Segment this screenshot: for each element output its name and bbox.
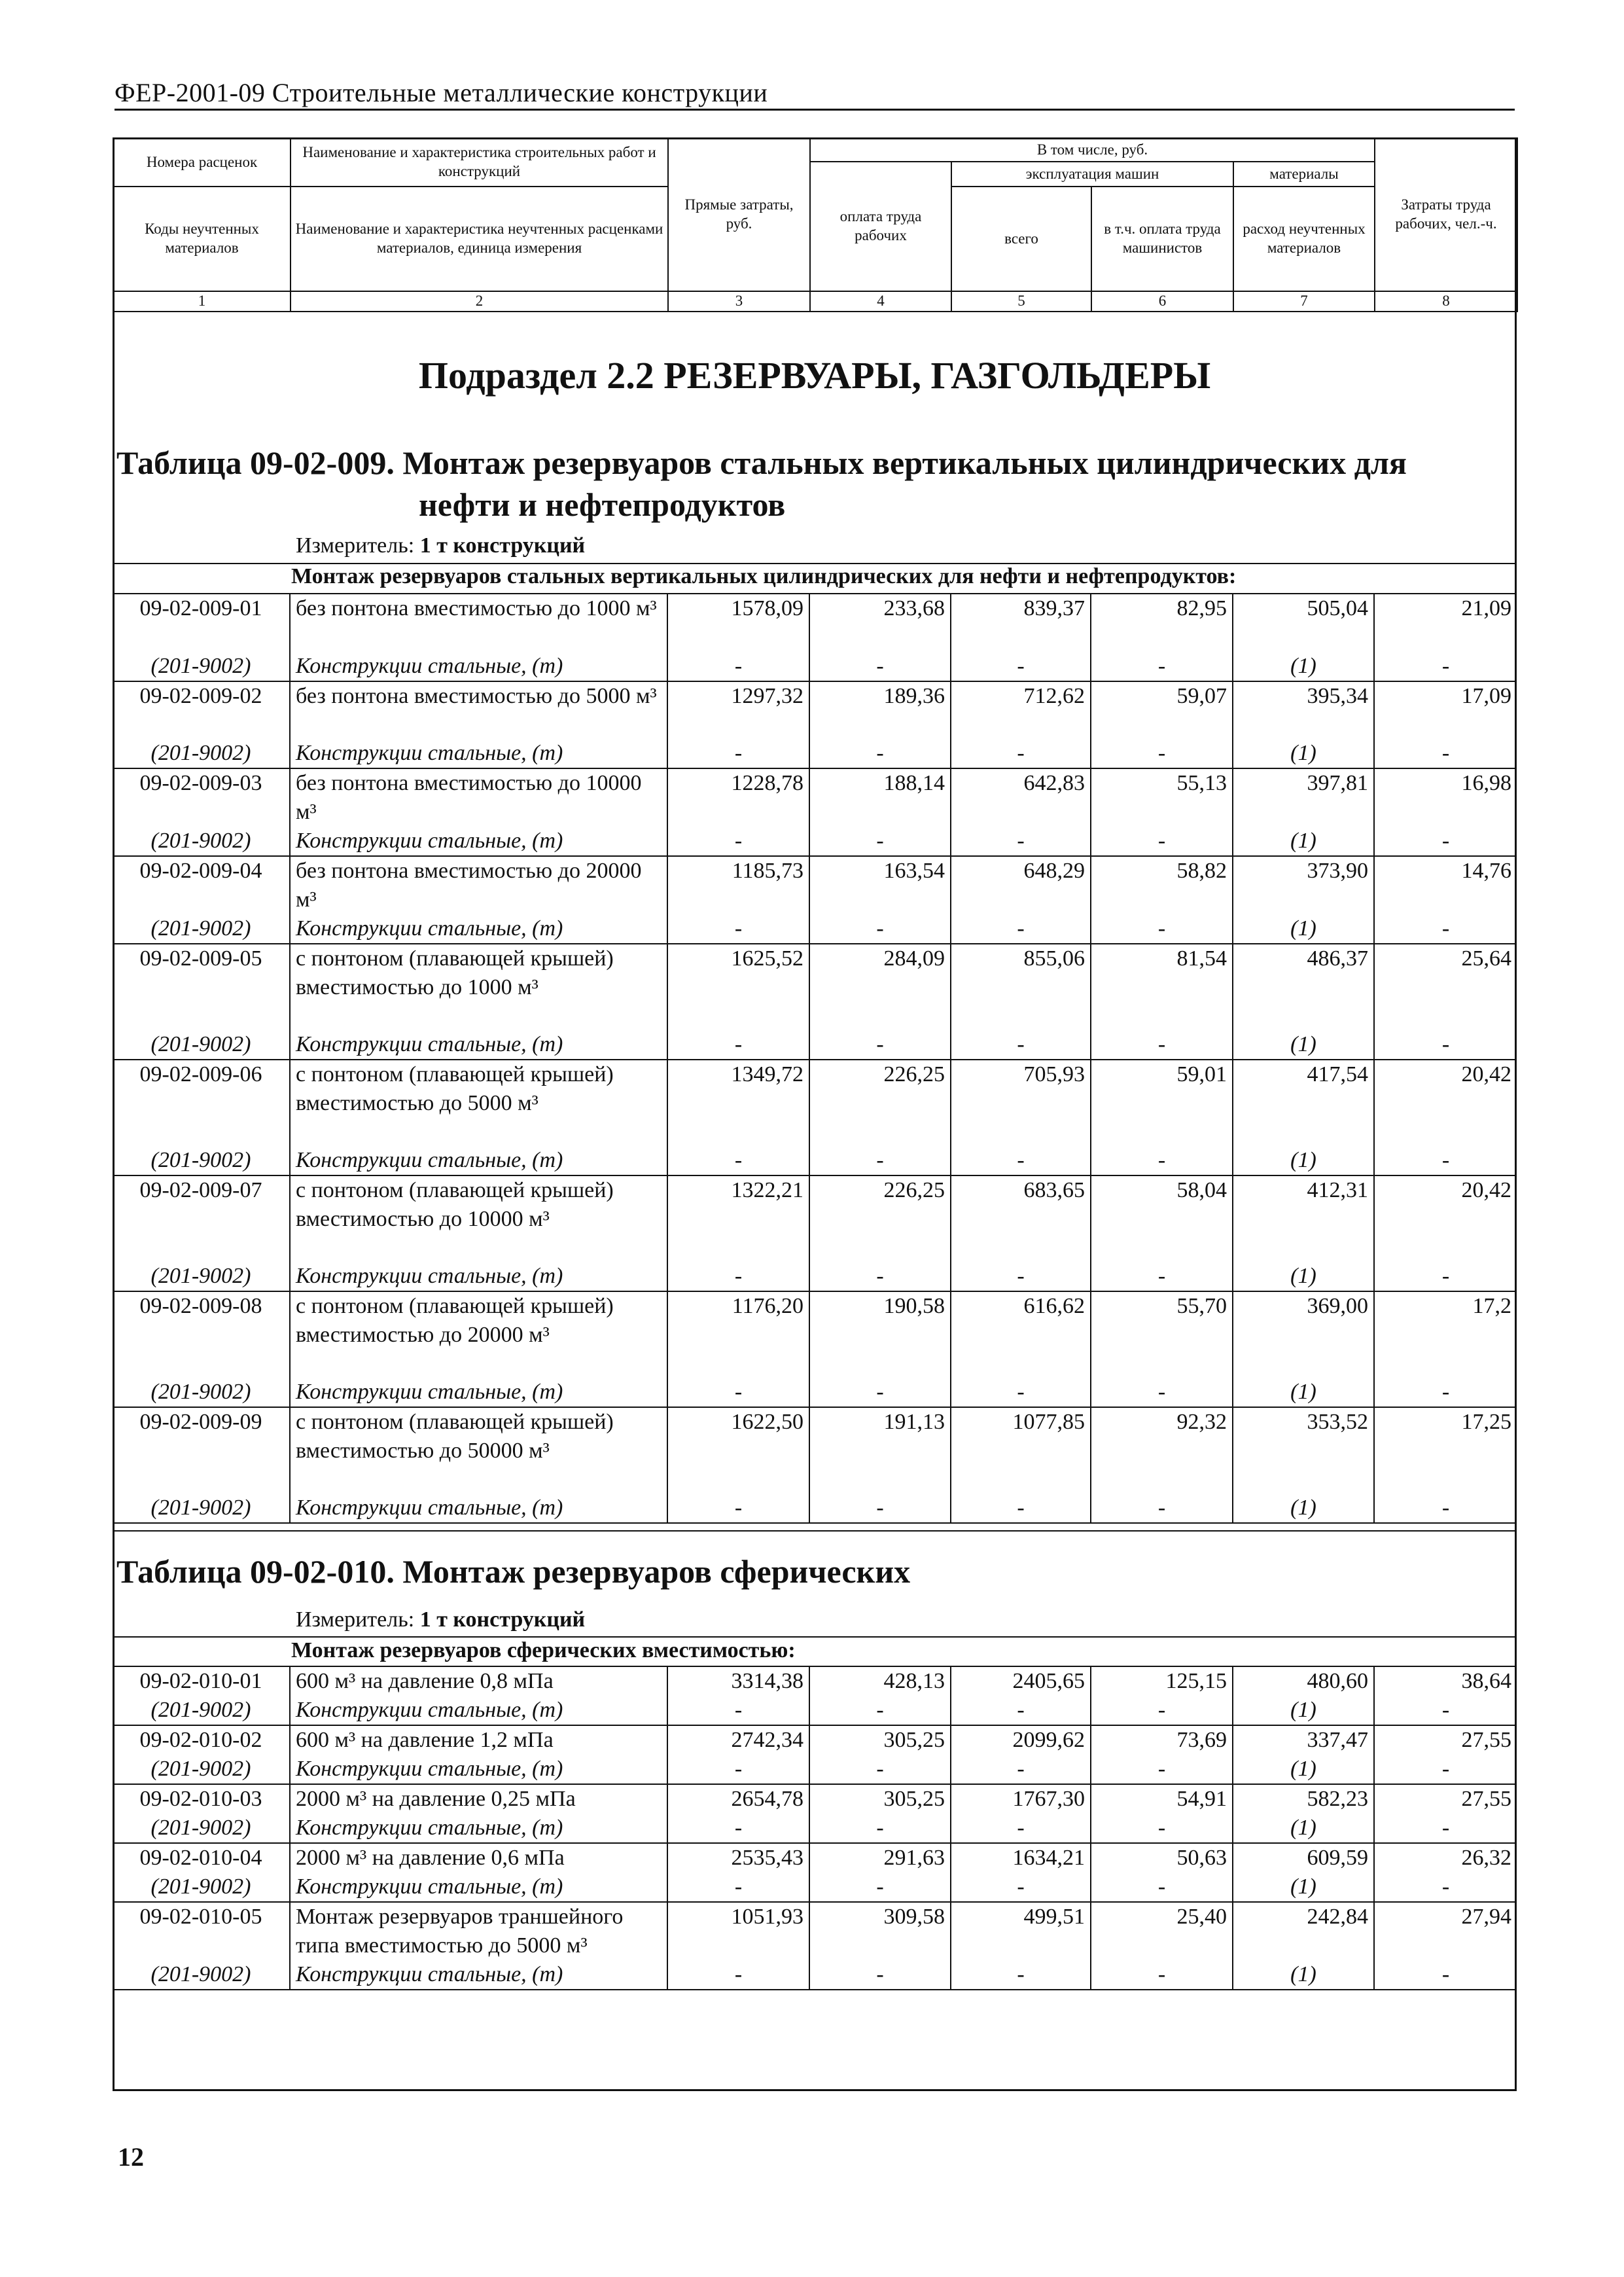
labor-hours: 27,55 xyxy=(1374,1784,1517,1814)
dash: - xyxy=(1091,739,1233,768)
machinist-pay: 58,04 xyxy=(1091,1175,1233,1262)
dash: - xyxy=(1091,1146,1233,1175)
rate-name: с понтоном (плавающей крышей) вместимостью до 20000 м³ xyxy=(290,1291,667,1378)
material-code: (201-9002) xyxy=(113,1146,290,1175)
table-row xyxy=(113,594,1517,652)
rate-name: Монтаж резервуаров траншейного типа вместимостью до 5000 м³ xyxy=(290,1902,667,1960)
dash: - xyxy=(1091,1960,1233,1990)
dash: - xyxy=(1374,914,1517,944)
col-number: 2 xyxy=(291,291,668,312)
dash: - xyxy=(1374,1262,1517,1291)
col-number: 6 xyxy=(1091,291,1233,312)
material-code: (201-9002) xyxy=(113,1262,290,1291)
rate-name: без понтона вместимостью до 5000 м³ xyxy=(290,681,667,739)
dash: - xyxy=(1374,1494,1517,1523)
rate-name: 2000 м³ на давление 0,25 мПа xyxy=(290,1784,667,1814)
dash: - xyxy=(667,652,809,681)
labor-hours: 20,42 xyxy=(1374,1060,1517,1146)
machine-total: 1634,21 xyxy=(951,1843,1091,1873)
material-name: Конструкции стальные, (т) xyxy=(290,1814,667,1843)
material-qty: (1) xyxy=(1233,1873,1374,1902)
rate-code: 09-02-009-06 xyxy=(139,1062,262,1086)
col-number: 3 xyxy=(668,291,810,312)
machine-total: 2405,65 xyxy=(951,1667,1091,1696)
dash: - xyxy=(1091,1755,1233,1784)
direct-costs: 1297,32 xyxy=(667,681,809,739)
machinist-pay: 59,01 xyxy=(1091,1060,1233,1146)
header-col4: оплата труда рабочих xyxy=(810,162,951,291)
dash: - xyxy=(1091,652,1233,681)
material-name: Конструкции стальные, (т) xyxy=(290,1960,667,1990)
materials-cost: 486,37 xyxy=(1233,944,1374,1030)
header-col2-top: Наименование и характеристика строительных работ и конструкций xyxy=(291,138,668,187)
materials-cost: 353,52 xyxy=(1233,1407,1374,1494)
material-qty: (1) xyxy=(1233,1146,1374,1175)
material-row xyxy=(113,1146,1517,1175)
rate-code: 09-02-010-03 xyxy=(139,1787,262,1811)
labor-hours: 38,64 xyxy=(1374,1667,1517,1696)
dash: - xyxy=(809,914,951,944)
dash: - xyxy=(951,1873,1091,1902)
labor-pay: 428,13 xyxy=(809,1667,951,1696)
materials-cost: 417,54 xyxy=(1233,1060,1374,1146)
materials-cost: 582,23 xyxy=(1233,1784,1374,1814)
labor-pay: 188,14 xyxy=(809,768,951,827)
material-qty: (1) xyxy=(1233,1494,1374,1523)
header-col5: всего xyxy=(951,187,1091,291)
labor-pay: 309,58 xyxy=(809,1902,951,1960)
header-col2-bottom: Наименование и характеристика неучтенных расценками материалов, единица измерения xyxy=(291,187,668,291)
material-name: Конструкции стальные, (т) xyxy=(290,1262,667,1291)
header-materials: материалы xyxy=(1233,162,1375,187)
labor-pay: 226,25 xyxy=(809,1060,951,1146)
material-row xyxy=(113,1696,1517,1725)
material-qty: (1) xyxy=(1233,914,1374,944)
table-row xyxy=(113,1175,1517,1262)
measure-value: 1 т конструкций xyxy=(419,1607,586,1632)
dash: - xyxy=(951,1696,1091,1725)
dash: - xyxy=(809,1755,951,1784)
material-row xyxy=(113,1755,1517,1784)
material-qty: (1) xyxy=(1233,1755,1374,1784)
labor-hours: 20,42 xyxy=(1374,1175,1517,1262)
materials-cost: 369,00 xyxy=(1233,1291,1374,1378)
machinist-pay: 54,91 xyxy=(1091,1784,1233,1814)
col-number: 4 xyxy=(810,291,951,312)
table2-measure xyxy=(296,1607,585,1632)
material-row xyxy=(113,1873,1517,1902)
header-col3: Прямые затраты, руб. xyxy=(668,138,810,291)
machine-total: 839,37 xyxy=(951,594,1091,652)
direct-costs: 3314,38 xyxy=(667,1667,809,1696)
rate-code: 09-02-010-02 xyxy=(139,1728,262,1752)
materials-cost: 480,60 xyxy=(1233,1667,1374,1696)
dash: - xyxy=(1374,1696,1517,1725)
dash: - xyxy=(1374,1030,1517,1060)
dash: - xyxy=(809,1873,951,1902)
rate-name: без понтона вместимостью до 20000 м³ xyxy=(290,856,667,914)
table2-rows xyxy=(113,1667,1517,1990)
labor-hours: 17,09 xyxy=(1374,681,1517,739)
materials-cost: 412,31 xyxy=(1233,1175,1374,1262)
dash: - xyxy=(951,1378,1091,1407)
dash: - xyxy=(1091,1262,1233,1291)
table2-title: Таблица 09-02-010. Монтаж резервуаров сферических xyxy=(116,1553,911,1590)
rate-code: 09-02-010-04 xyxy=(139,1846,262,1870)
material-row xyxy=(113,1030,1517,1060)
labor-pay: 190,58 xyxy=(809,1291,951,1378)
dash: - xyxy=(951,1814,1091,1843)
machinist-pay: 92,32 xyxy=(1091,1407,1233,1494)
material-qty: (1) xyxy=(1233,1030,1374,1060)
labor-hours: 17,2 xyxy=(1374,1291,1517,1378)
machine-total: 1077,85 xyxy=(951,1407,1091,1494)
direct-costs: 2535,43 xyxy=(667,1843,809,1873)
material-name: Конструкции стальные, (т) xyxy=(290,1494,667,1523)
rate-name: с понтоном (плавающей крышей) вместимостью до 50000 м³ xyxy=(290,1407,667,1494)
labor-hours: 27,55 xyxy=(1374,1725,1517,1755)
dash: - xyxy=(951,652,1091,681)
dash: - xyxy=(951,1494,1091,1523)
machinist-pay: 59,07 xyxy=(1091,681,1233,739)
table1-title-line1: Таблица 09-02-009. Монтаж резервуаров стальных вертикальных цилиндрических для xyxy=(116,444,1407,481)
dash: - xyxy=(1374,827,1517,856)
labor-pay: 191,13 xyxy=(809,1407,951,1494)
material-name: Конструкции стальные, (т) xyxy=(290,652,667,681)
dash: - xyxy=(951,1262,1091,1291)
machinist-pay: 50,63 xyxy=(1091,1843,1233,1873)
header-col6: в т.ч. оплата труда машинистов xyxy=(1091,187,1233,291)
machine-total: 616,62 xyxy=(951,1291,1091,1378)
dash: - xyxy=(951,1030,1091,1060)
dash: - xyxy=(809,1146,951,1175)
material-name: Конструкции стальные, (т) xyxy=(290,914,667,944)
material-name: Конструкции стальные, (т) xyxy=(290,1696,667,1725)
labor-hours: 25,64 xyxy=(1374,944,1517,1030)
dash: - xyxy=(1091,1814,1233,1843)
table-row xyxy=(113,1407,1517,1494)
material-name: Конструкции стальные, (т) xyxy=(290,1755,667,1784)
table-row xyxy=(113,1784,1517,1814)
dash: - xyxy=(667,914,809,944)
dash: - xyxy=(809,1030,951,1060)
material-qty: (1) xyxy=(1233,1262,1374,1291)
material-code: (201-9002) xyxy=(113,739,290,768)
dash: - xyxy=(1374,1814,1517,1843)
table1-section-row: Монтаж резервуаров стальных вертикальных цилиндрических для нефти и нефтепродуктов: xyxy=(291,564,1237,588)
dash: - xyxy=(951,1960,1091,1990)
machinist-pay: 82,95 xyxy=(1091,594,1233,652)
machine-total: 683,65 xyxy=(951,1175,1091,1262)
rate-name: без понтона вместимостью до 1000 м³ xyxy=(290,594,667,652)
machinist-pay: 125,15 xyxy=(1091,1667,1233,1696)
rule xyxy=(113,1530,1517,1532)
material-code: (201-9002) xyxy=(113,1814,290,1843)
table-row xyxy=(113,1902,1517,1960)
direct-costs: 1228,78 xyxy=(667,768,809,827)
materials-cost: 242,84 xyxy=(1233,1902,1374,1960)
direct-costs: 1578,09 xyxy=(667,594,809,652)
dash: - xyxy=(1091,827,1233,856)
dash: - xyxy=(1374,739,1517,768)
materials-cost: 609,59 xyxy=(1233,1843,1374,1873)
materials-cost: 337,47 xyxy=(1233,1725,1374,1755)
dash: - xyxy=(1374,1960,1517,1990)
machinist-pay: 25,40 xyxy=(1091,1902,1233,1960)
rule xyxy=(113,1636,1517,1638)
rate-code: 09-02-009-04 xyxy=(139,859,262,883)
column-header xyxy=(113,137,1518,312)
dash: - xyxy=(951,914,1091,944)
machine-total: 1767,30 xyxy=(951,1784,1091,1814)
machine-total: 855,06 xyxy=(951,944,1091,1030)
table-row xyxy=(113,1291,1517,1378)
dash: - xyxy=(667,1030,809,1060)
page-header: ФЕР-2001-09 Строительные металлические конструкции xyxy=(115,78,768,107)
dash: - xyxy=(667,1262,809,1291)
dash: - xyxy=(951,827,1091,856)
rate-name: с понтоном (плавающей крышей) вместимостью до 1000 м³ xyxy=(290,944,667,1030)
machinist-pay: 55,13 xyxy=(1091,768,1233,827)
table-row xyxy=(113,1725,1517,1755)
materials-cost: 505,04 xyxy=(1233,594,1374,652)
material-code: (201-9002) xyxy=(113,1030,290,1060)
dash: - xyxy=(809,1696,951,1725)
dash: - xyxy=(809,1378,951,1407)
header-col1-bottom: Коды неучтенных материалов xyxy=(113,187,291,291)
dash: - xyxy=(1374,652,1517,681)
col-number: 5 xyxy=(951,291,1091,312)
material-row xyxy=(113,1960,1517,1990)
dash: - xyxy=(667,739,809,768)
material-row xyxy=(113,1378,1517,1407)
rate-code: 09-02-010-05 xyxy=(139,1905,262,1929)
table-row xyxy=(113,1060,1517,1146)
dash: - xyxy=(951,1146,1091,1175)
labor-pay: 305,25 xyxy=(809,1784,951,1814)
dash: - xyxy=(667,1873,809,1902)
material-row xyxy=(113,652,1517,681)
labor-hours: 27,94 xyxy=(1374,1902,1517,1960)
labor-hours: 26,32 xyxy=(1374,1843,1517,1873)
rate-code: 09-02-009-02 xyxy=(139,684,262,708)
dash: - xyxy=(1091,1030,1233,1060)
table1-measure xyxy=(296,533,585,558)
rate-name: 600 м³ на давление 1,2 мПа xyxy=(290,1725,667,1755)
dash: - xyxy=(667,1696,809,1725)
material-code: (201-9002) xyxy=(113,1873,290,1902)
measure-prefix: Измеритель: xyxy=(296,1607,420,1632)
labor-hours: 14,76 xyxy=(1374,856,1517,914)
dash: - xyxy=(667,1494,809,1523)
machinist-pay: 55,70 xyxy=(1091,1291,1233,1378)
header-col7: расход неучтенных материалов xyxy=(1233,187,1375,291)
labor-pay: 189,36 xyxy=(809,681,951,739)
dash: - xyxy=(809,827,951,856)
dash: - xyxy=(1374,1378,1517,1407)
material-qty: (1) xyxy=(1233,827,1374,856)
machine-total: 712,62 xyxy=(951,681,1091,739)
dash: - xyxy=(1091,1873,1233,1902)
dash: - xyxy=(809,1960,951,1990)
material-row xyxy=(113,1262,1517,1291)
direct-costs: 2742,34 xyxy=(667,1725,809,1755)
labor-pay: 305,25 xyxy=(809,1725,951,1755)
rate-name: с понтоном (плавающей крышей) вместимостью до 5000 м³ xyxy=(290,1060,667,1146)
labor-hours: 17,25 xyxy=(1374,1407,1517,1494)
dash: - xyxy=(1091,1378,1233,1407)
material-row xyxy=(113,914,1517,944)
table1-rows xyxy=(113,594,1517,1524)
col-number: 1 xyxy=(113,291,291,312)
material-code: (201-9002) xyxy=(113,1494,290,1523)
machinist-pay: 81,54 xyxy=(1091,944,1233,1030)
material-name: Конструкции стальные, (т) xyxy=(290,1146,667,1175)
subsection-title: Подраздел 2.2 РЕЗЕРВУАРЫ, ГАЗГОЛЬДЕРЫ xyxy=(418,354,1211,397)
labor-pay: 163,54 xyxy=(809,856,951,914)
material-qty: (1) xyxy=(1233,739,1374,768)
table-row xyxy=(113,681,1517,739)
labor-pay: 284,09 xyxy=(809,944,951,1030)
material-name: Конструкции стальные, (т) xyxy=(290,1030,667,1060)
dash: - xyxy=(809,739,951,768)
material-name: Конструкции стальные, (т) xyxy=(290,1873,667,1902)
rate-code: 09-02-009-08 xyxy=(139,1294,262,1318)
labor-pay: 233,68 xyxy=(809,594,951,652)
direct-costs: 1176,20 xyxy=(667,1291,809,1378)
dash: - xyxy=(809,1494,951,1523)
rate-code: 09-02-010-01 xyxy=(139,1669,262,1693)
direct-costs: 2654,78 xyxy=(667,1784,809,1814)
direct-costs: 1185,73 xyxy=(667,856,809,914)
dash: - xyxy=(667,1814,809,1843)
dash: - xyxy=(667,1960,809,1990)
machinist-pay: 73,69 xyxy=(1091,1725,1233,1755)
header-incl: В том числе, руб. xyxy=(810,138,1375,162)
material-row xyxy=(113,739,1517,768)
table-row xyxy=(113,1667,1517,1696)
materials-cost: 397,81 xyxy=(1233,768,1374,827)
material-name: Конструкции стальные, (т) xyxy=(290,827,667,856)
rate-code: 09-02-009-07 xyxy=(139,1178,262,1202)
header-col1-top: Номера расценок xyxy=(113,138,291,187)
material-qty: (1) xyxy=(1233,652,1374,681)
dash: - xyxy=(667,1146,809,1175)
material-qty: (1) xyxy=(1233,1814,1374,1843)
material-row xyxy=(113,1494,1517,1523)
material-code: (201-9002) xyxy=(113,827,290,856)
machine-total: 648,29 xyxy=(951,856,1091,914)
direct-costs: 1349,72 xyxy=(667,1060,809,1146)
table-row xyxy=(113,944,1517,1030)
machine-total: 2099,62 xyxy=(951,1725,1091,1755)
dash: - xyxy=(667,827,809,856)
dash: - xyxy=(1091,1494,1233,1523)
page-number: 12 xyxy=(118,2142,144,2172)
rate-code: 09-02-009-01 xyxy=(139,596,262,620)
dash: - xyxy=(1374,1873,1517,1902)
measure-prefix: Измеритель: xyxy=(296,533,420,558)
direct-costs: 1625,52 xyxy=(667,944,809,1030)
dash: - xyxy=(1091,914,1233,944)
table-row xyxy=(113,768,1517,827)
dash: - xyxy=(1374,1755,1517,1784)
col-number: 7 xyxy=(1233,291,1375,312)
machine-total: 705,93 xyxy=(951,1060,1091,1146)
rate-name: без понтона вместимостью до 10000 м³ xyxy=(290,768,667,827)
rate-name: 600 м³ на давление 0,8 мПа xyxy=(290,1667,667,1696)
table-row xyxy=(113,1843,1517,1873)
material-code: (201-9002) xyxy=(113,652,290,681)
rate-name: 2000 м³ на давление 0,6 мПа xyxy=(290,1843,667,1873)
dash: - xyxy=(809,652,951,681)
material-qty: (1) xyxy=(1233,1378,1374,1407)
machinist-pay: 58,82 xyxy=(1091,856,1233,914)
dash: - xyxy=(1091,1696,1233,1725)
col-number: 8 xyxy=(1375,291,1517,312)
materials-cost: 373,90 xyxy=(1233,856,1374,914)
material-name: Конструкции стальные, (т) xyxy=(290,1378,667,1407)
table1-title-line2: нефти и нефтепродуктов xyxy=(419,486,786,523)
dash: - xyxy=(1374,1146,1517,1175)
rate-name: с понтоном (плавающей крышей) вместимостью до 10000 м³ xyxy=(290,1175,667,1262)
material-code: (201-9002) xyxy=(113,1755,290,1784)
labor-pay: 226,25 xyxy=(809,1175,951,1262)
dash: - xyxy=(951,739,1091,768)
material-row xyxy=(113,1814,1517,1843)
material-code: (201-9002) xyxy=(113,1696,290,1725)
labor-hours: 21,09 xyxy=(1374,594,1517,652)
materials-cost: 395,34 xyxy=(1233,681,1374,739)
material-code: (201-9002) xyxy=(113,914,290,944)
rate-code: 09-02-009-05 xyxy=(139,946,262,971)
table2-section-row: Монтаж резервуаров сферических вместимостью: xyxy=(291,1638,796,1662)
labor-pay: 291,63 xyxy=(809,1843,951,1873)
header-machines: эксплуатация машин xyxy=(951,162,1233,187)
dash: - xyxy=(809,1262,951,1291)
material-code: (201-9002) xyxy=(113,1378,290,1407)
material-qty: (1) xyxy=(1233,1696,1374,1725)
dash: - xyxy=(667,1755,809,1784)
dash: - xyxy=(809,1814,951,1843)
material-row xyxy=(113,827,1517,856)
measure-value: 1 т конструкций xyxy=(419,533,586,558)
table-row xyxy=(113,856,1517,914)
rate-code: 09-02-009-09 xyxy=(139,1410,262,1434)
direct-costs: 1622,50 xyxy=(667,1407,809,1494)
rate-code: 09-02-009-03 xyxy=(139,771,262,795)
machine-total: 642,83 xyxy=(951,768,1091,827)
direct-costs: 1051,93 xyxy=(667,1902,809,1960)
material-qty: (1) xyxy=(1233,1960,1374,1990)
dash: - xyxy=(667,1378,809,1407)
machine-total: 499,51 xyxy=(951,1902,1091,1960)
dash: - xyxy=(951,1755,1091,1784)
direct-costs: 1322,21 xyxy=(667,1175,809,1262)
header-rule xyxy=(115,109,1515,111)
material-name: Конструкции стальные, (т) xyxy=(290,739,667,768)
labor-hours: 16,98 xyxy=(1374,768,1517,827)
header-col8: Затраты труда рабочих, чел.-ч. xyxy=(1375,138,1517,291)
material-code: (201-9002) xyxy=(113,1960,290,1990)
